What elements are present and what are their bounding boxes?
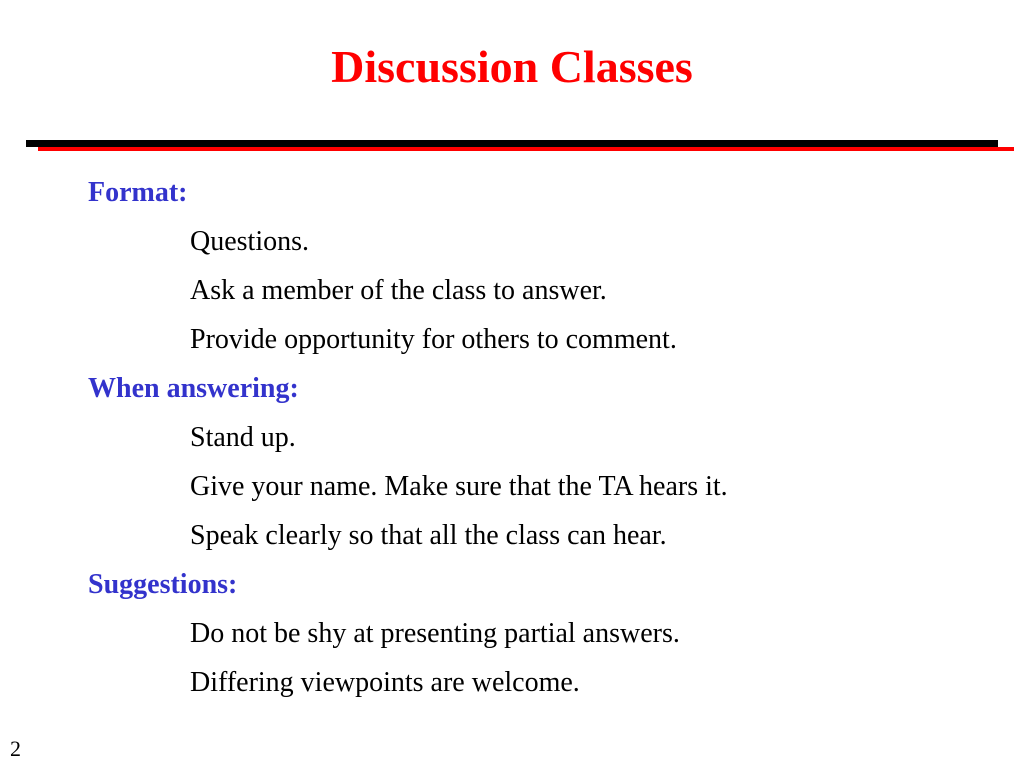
list-item: Stand up. bbox=[190, 422, 296, 453]
section-format bbox=[88, 168, 988, 364]
list-item: Questions. bbox=[190, 226, 309, 257]
section-heading: Suggestions: bbox=[88, 569, 238, 600]
section-heading: When answering: bbox=[88, 373, 299, 404]
slide-title: Discussion Classes bbox=[331, 41, 693, 92]
slide-content bbox=[88, 168, 988, 707]
list-item: Ask a member of the class to answer. bbox=[190, 275, 607, 306]
list-item: Provide opportunity for others to comment. bbox=[190, 324, 677, 355]
list-item: Differing viewpoints are welcome. bbox=[190, 667, 580, 698]
title-divider-black bbox=[26, 140, 998, 147]
list-item: Do not be shy at presenting partial answers. bbox=[190, 618, 680, 649]
section-when-answering bbox=[88, 364, 988, 560]
section-heading: Format: bbox=[88, 177, 188, 208]
list-item: Give your name. Make sure that the TA hears it. bbox=[190, 471, 728, 502]
list-item: Speak clearly so that all the class can hear. bbox=[190, 520, 667, 551]
slide-number: 2 bbox=[10, 736, 21, 761]
title-divider-red bbox=[38, 147, 1014, 151]
section-suggestions bbox=[88, 560, 988, 707]
